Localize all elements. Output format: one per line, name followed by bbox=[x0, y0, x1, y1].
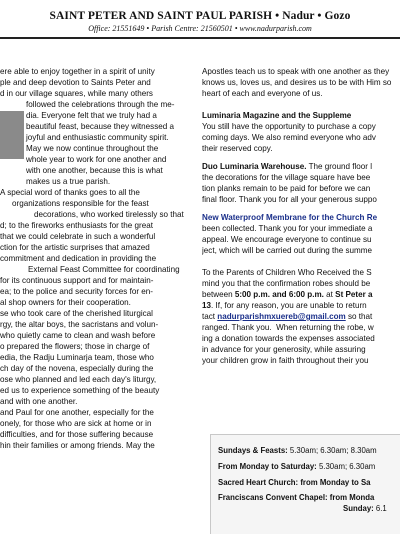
mass-weekdays-line bbox=[218, 462, 375, 472]
page-title: SAINT PETER AND SAINT PAUL PARISH • Nadur • Gozo bbox=[49, 10, 351, 22]
text-line: To the Parents of Children Who Received the S bbox=[202, 268, 372, 277]
text-line: A special word of thanks goes to all the bbox=[0, 188, 140, 197]
text-line: decorations, who worked tirelessly so that bbox=[34, 210, 184, 219]
text-line: followed the celebrations through the me- bbox=[26, 100, 175, 109]
robe-return-date-line bbox=[202, 300, 400, 311]
parents-paragraph bbox=[202, 267, 400, 289]
text-line: ch day of the novena, especially during the bbox=[0, 364, 154, 373]
text-line: d in our village squares, while many others bbox=[0, 89, 153, 98]
text-line: knows us, loves us, and desires us to be with Him so bbox=[202, 78, 392, 87]
mass-franciscans-sunday-line bbox=[343, 504, 387, 514]
text-line: ed us to experience something of the beauty bbox=[0, 386, 160, 395]
intro-paragraph bbox=[202, 66, 400, 99]
text-line: rgy, the altar boys, the sacristans and volun- bbox=[0, 320, 159, 329]
text-line: appeal. We encourage everyone to continue su bbox=[202, 235, 372, 244]
text-line: ction for the artistic surprises that amazed bbox=[0, 243, 150, 252]
email-link[interactable]: nadurparishmxuereb@gmail.com bbox=[217, 312, 346, 321]
text-line: hin their families or among friends. May the bbox=[0, 441, 155, 450]
text-line: who quietly came to clean and wash before bbox=[0, 331, 156, 340]
text-line: dia. Everyone felt that we truly had a bbox=[26, 111, 157, 120]
text-line: their reserved copy. bbox=[202, 144, 273, 153]
text-line: o prepared the flowers; those in charge of bbox=[0, 342, 150, 351]
mass-sundays-line bbox=[218, 446, 377, 456]
return-place: St Peter a bbox=[335, 290, 373, 299]
text-line: and Paul for one another, especially for the bbox=[0, 408, 154, 417]
text-line: heart of each and everyone of us. bbox=[202, 89, 323, 98]
text-line: difficulties, and for those suffering because bbox=[0, 430, 154, 439]
luminaria-heading: Luminaria Magazine and the Suppleme bbox=[202, 111, 352, 120]
contact-rest-text: so that bbox=[345, 312, 373, 321]
text-line: been collected. Thank you for your immediate a bbox=[202, 224, 373, 233]
mass-franciscans-sunday-label: Sunday: bbox=[343, 504, 374, 513]
membrane-heading: New Waterproof Membrane for the Church Re bbox=[202, 213, 378, 222]
text-line: ose who planned and led each day's liturgy, bbox=[0, 375, 157, 384]
text-line: beautiful feast, because they witnessed a bbox=[26, 122, 175, 131]
text-line: ranged. Thank you. When returning the robe, w bbox=[202, 323, 374, 332]
text-line: ea; to the police and security forces for en- bbox=[0, 287, 153, 296]
text-line: edia, the Radju Luminarja team, those who bbox=[0, 353, 154, 362]
warehouse-first-line bbox=[202, 161, 400, 172]
text-line: ple and deep devotion to Saints Peter and bbox=[0, 78, 151, 87]
text-line: the decorations for the village square have bee bbox=[202, 173, 371, 182]
robe-return-time-line bbox=[202, 289, 400, 300]
time-at-text: at bbox=[323, 290, 336, 299]
text-line: ere able to enjoy together in a spirit of unity bbox=[0, 67, 155, 76]
mass-sundays-label: Sundays & Feasts: bbox=[218, 446, 288, 455]
text-line: ject, which will be carried out during the summe bbox=[202, 246, 373, 255]
text-line: and with one another. bbox=[0, 397, 78, 406]
text-line: organizations responsible for the feast bbox=[12, 199, 149, 208]
mass-franciscans: Franciscans Convent Chapel: from Monda bbox=[218, 493, 375, 502]
text-line: May we now continue throughout the bbox=[26, 144, 159, 153]
text-line: tion planks remain to be paid for before we can bbox=[202, 184, 371, 193]
text-line: your children grow in faith throughout their you bbox=[202, 356, 369, 365]
contact-text: tact bbox=[202, 312, 218, 321]
contact-subtitle: Office: 21551649 • Parish Centre: 21560501 • www.nadurparish.com bbox=[88, 24, 312, 33]
text-line: final floor. Thank you for all your generous suppo bbox=[202, 195, 377, 204]
left-column-text bbox=[0, 66, 190, 451]
warehouse-heading: Duo Luminaria Warehouse. bbox=[202, 162, 307, 171]
return-date-text: . If, for any reason, you are unable to return bbox=[211, 301, 367, 310]
mass-sundays-times: 5.30am; 6.30am; 8.30am bbox=[287, 446, 377, 455]
text-line: commitment and dedication in providing the bbox=[0, 254, 157, 263]
contact-line bbox=[202, 311, 400, 322]
return-time: 5:00 p.m. and 6:00 p.m. bbox=[234, 290, 324, 299]
text-line: You still have the opportunity to purchase a copy bbox=[202, 122, 376, 131]
warehouse-paragraph bbox=[202, 172, 400, 205]
robe-return-paragraph bbox=[202, 322, 400, 366]
text-line: whole year to work for one another and bbox=[26, 155, 167, 164]
text-line: mind you that the confirmation robes should be bbox=[202, 279, 371, 288]
mass-weekdays-times: 5.30am; 6.30am bbox=[316, 462, 376, 471]
mass-weekdays-label: From Monday to Saturday: bbox=[218, 462, 317, 471]
text-line: se who took care of the cherished liturgical bbox=[0, 309, 153, 318]
text-line: makes us a true parish. bbox=[26, 177, 111, 186]
mass-times-box bbox=[210, 434, 400, 534]
text-line: for its continuous support and for maintain- bbox=[0, 276, 154, 285]
page-header bbox=[0, 0, 400, 44]
left-column bbox=[0, 66, 190, 533]
text-line: d; to the fireworks enthusiasts for the great bbox=[0, 221, 153, 230]
mass-sacred-heart: Sacred Heart Church: from Monday to Sa bbox=[218, 478, 371, 487]
return-date: 13 bbox=[202, 301, 212, 310]
text-line: joyful and enthusiastic community spirit. bbox=[26, 133, 169, 142]
text-line: ing a donation towards the expenses associated bbox=[202, 334, 375, 343]
text-line: Apostles teach us to speak with one another as they bbox=[202, 67, 390, 76]
mass-franciscans-sunday-time: 6.1 bbox=[373, 504, 387, 513]
text-line: al shop owners for their cooperation. bbox=[0, 298, 131, 307]
text-line: coming days. We also remind everyone who adv bbox=[202, 133, 376, 142]
text-line: in advance for your generosity, while assuring bbox=[202, 345, 366, 354]
header-rule bbox=[0, 37, 400, 39]
warehouse-first-text: The ground floor l bbox=[306, 162, 373, 171]
text-line: that we could celebrate in such a wonderful bbox=[0, 232, 156, 241]
membrane-paragraph bbox=[202, 223, 400, 256]
time-between-text: between bbox=[202, 290, 235, 299]
luminaria-paragraph bbox=[202, 121, 400, 154]
text-line: with one another, because this is what bbox=[26, 166, 163, 175]
text-line: onely, for those who are sick at home or in bbox=[0, 419, 152, 428]
text-line: External Feast Committee for coordinating bbox=[28, 265, 180, 274]
